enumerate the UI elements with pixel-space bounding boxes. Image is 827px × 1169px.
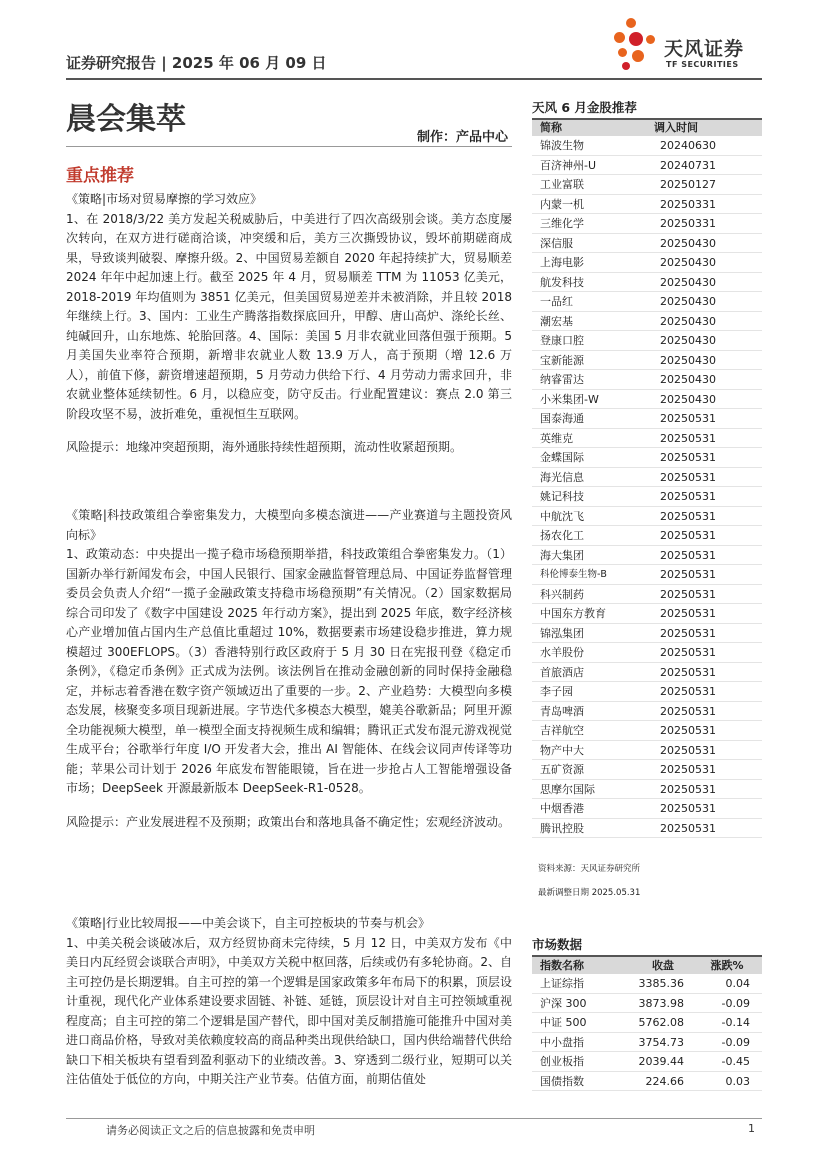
stock-name: 吉祥航空 xyxy=(540,724,584,737)
index-name: 中小盘指 xyxy=(540,1035,584,1049)
table-row xyxy=(532,507,762,527)
stock-date: 20250430 xyxy=(660,314,716,328)
table-row xyxy=(532,331,762,351)
logo-chinese-name: 天风证券 xyxy=(664,38,745,60)
stock-name: 航发科技 xyxy=(540,275,584,289)
page-title: 晨会集萃 xyxy=(66,102,186,137)
stock-date: 20250430 xyxy=(660,392,716,406)
stock-name: 李子园 xyxy=(540,685,573,698)
index-close: 3873.98 xyxy=(638,996,684,1010)
stock-name: 中国东方教育 xyxy=(540,607,606,620)
col-index-name-header: 指数名称 xyxy=(540,959,584,972)
index-change: -0.45 xyxy=(721,1055,750,1068)
table-row xyxy=(532,974,762,994)
article-1 xyxy=(66,190,512,458)
stock-name: 中烟香港 xyxy=(540,802,584,815)
article-1-risk: 风险提示：地缘冲突超预期，海外通胀持续性超预期，流动性收紧超预期。 xyxy=(66,440,463,454)
col-change-header: 涨跌% xyxy=(710,959,744,972)
index-close: 5762.08 xyxy=(638,1016,684,1029)
stock-date: 20250531 xyxy=(660,470,716,484)
index-close: 2039.44 xyxy=(638,1055,684,1068)
article-2-title[interactable]: 《策略|科技政策组合拳密集发力，大模型向多模态演进——产业赛道与主题投资风向标》 xyxy=(66,508,512,542)
stock-name: 科伦博泰生物-B xyxy=(540,569,607,580)
stock-name: 中航沈飞 xyxy=(540,509,584,523)
article-1-title[interactable]: 《策略|市场对贸易摩擦的学习效应》 xyxy=(66,192,263,206)
table-row xyxy=(532,487,762,507)
stock-date: 20250430 xyxy=(660,334,716,347)
index-change: 0.04 xyxy=(725,977,750,990)
table-row xyxy=(532,175,762,195)
table-row xyxy=(532,1072,762,1092)
table-row xyxy=(532,351,762,371)
stock-date: 20250531 xyxy=(660,431,716,445)
index-change: -0.09 xyxy=(721,996,750,1010)
stock-name: 宝新能源 xyxy=(540,353,584,367)
table-row xyxy=(532,604,762,624)
stock-name: 内蒙一机 xyxy=(540,197,584,211)
stock-name: 纳睿雷达 xyxy=(540,373,584,386)
stock-name: 首旅酒店 xyxy=(540,665,584,679)
stock-date: 20250331 xyxy=(660,197,716,211)
title-divider xyxy=(66,146,512,147)
gold-picks-rows xyxy=(532,136,762,838)
producer-label: 制作：产品中心 xyxy=(416,130,508,145)
stock-date: 20250531 xyxy=(660,451,716,464)
index-change: -0.09 xyxy=(721,1035,750,1049)
stock-date: 20250430 xyxy=(660,275,716,289)
article-1-body: 1、在 2018/3/22 美方发起关税威胁后，中美进行了四次高级别会谈。美方态度屡次转向，在双方进行磋商洽谈，冲突缓和后，美方三次撕毁协议，毁坏前期磋商成果，导致谈判破裂、摩擦升级。2、中国贸易差额自 2020 年起持续扩大，贸易顺差 2024 年年中起加速上行。截至 2025 年 4 月，贸易顺差 TTM 为 11053 亿美元，2018-2019 年均值则为 3851 亿美元，但美国贸易逆差并未被消除，并且较 2018 年继续上行。3、国内：工业生产腾落指数探底回升，甲醇、唐山高炉、涤纶长丝、纯碱回升，山东地炼、轮胎回落。4、国际：美国 5 月非农就业回落但强于预期。5 月美国失业率符合预期，新增非农就业人数 13.9 万人，高于预期（增 12.6 万人），前值下修，薪资增速超预期，5 月劳动力供给下行、4 月劳动力需求回升，非农就业整体延续韧性。6 月，以稳应变，防守反击。行业配置建议：赛点 2.0 第三阶段攻坚不易，波折难免，重视恒生互联网。 xyxy=(66,211,512,421)
stock-date: 20240630 xyxy=(660,139,716,152)
col-close-header: 收盘 xyxy=(652,959,674,972)
gold-picks-source: 资料来源：天风证券研究所 xyxy=(538,864,641,874)
report-date-line: 证券研究报告 | 2025 年 06 月 09 日 xyxy=(66,54,327,72)
section-title-key-picks: 重点推荐 xyxy=(66,166,134,186)
table-row xyxy=(532,429,762,449)
table-row xyxy=(532,994,762,1014)
stock-date: 20250531 xyxy=(660,509,716,523)
table-row xyxy=(532,585,762,605)
stock-date: 20250531 xyxy=(660,607,716,620)
company-logo xyxy=(612,18,762,74)
stock-date: 20250531 xyxy=(660,548,716,562)
stock-name: 小米集团-W xyxy=(540,392,599,406)
col-date-header: 调入时间 xyxy=(654,121,698,134)
gold-picks-header xyxy=(532,120,762,136)
stock-name: 腾讯控股 xyxy=(540,821,584,835)
stock-name: 国泰海通 xyxy=(540,412,584,425)
article-2-risk: 风险提示：产业发展进程不及预期；政策出台和落地具备不确定性；宏观经济波动。 xyxy=(66,814,511,829)
stock-date: 20240731 xyxy=(660,158,716,172)
index-name: 创业板指 xyxy=(540,1055,584,1068)
stock-date: 20250531 xyxy=(660,665,716,679)
stock-date: 20250531 xyxy=(660,412,716,425)
table-row xyxy=(532,136,762,156)
table-row xyxy=(532,468,762,488)
table-row xyxy=(532,702,762,722)
stock-date: 20250531 xyxy=(660,743,716,757)
table-row xyxy=(532,292,762,312)
stock-name: 青岛啤酒 xyxy=(540,704,584,718)
table-row xyxy=(532,799,762,819)
index-close: 3385.36 xyxy=(638,977,684,990)
table-row xyxy=(532,390,762,410)
table-row xyxy=(532,546,762,566)
table-row xyxy=(532,253,762,273)
index-close: 224.66 xyxy=(645,1074,684,1088)
index-name: 上证综指 xyxy=(540,977,584,990)
stock-name: 水羊股份 xyxy=(540,646,584,659)
index-name: 国债指数 xyxy=(540,1074,584,1088)
stock-name: 物产中大 xyxy=(540,743,584,757)
stock-date: 20250531 xyxy=(660,724,716,737)
stock-name: 百济神州-U xyxy=(540,158,597,172)
stock-date: 20250430 xyxy=(660,373,716,386)
stock-date: 20250531 xyxy=(660,490,716,503)
article-3 xyxy=(66,914,512,1090)
article-2 xyxy=(66,506,512,832)
stock-name: 一品红 xyxy=(540,295,573,308)
market-data-panel xyxy=(532,935,762,1091)
stock-date: 20250531 xyxy=(660,802,716,815)
stock-date: 20250531 xyxy=(660,529,716,542)
table-row xyxy=(532,565,762,585)
table-row xyxy=(532,448,762,468)
stock-date: 20250531 xyxy=(660,704,716,718)
gold-picks-updated: 最新调整日期 2025.05.31 xyxy=(538,888,641,898)
table-row xyxy=(532,721,762,741)
index-change: 0.03 xyxy=(725,1074,750,1088)
table-row xyxy=(532,760,762,780)
table-row xyxy=(532,526,762,546)
footer-divider xyxy=(66,1118,762,1119)
stock-date: 20250430 xyxy=(660,295,716,308)
table-row xyxy=(532,1013,762,1033)
table-row xyxy=(532,624,762,644)
stock-date: 20250531 xyxy=(660,782,716,796)
table-row xyxy=(532,741,762,761)
table-row xyxy=(532,273,762,293)
stock-name: 金蝶国际 xyxy=(540,451,584,464)
stock-name: 工业富联 xyxy=(540,178,584,191)
index-name: 沪深 300 xyxy=(540,996,587,1010)
table-row xyxy=(532,312,762,332)
table-row xyxy=(532,1052,762,1072)
index-name: 中证 500 xyxy=(540,1016,587,1029)
header-divider xyxy=(66,78,762,80)
table-row xyxy=(532,234,762,254)
stock-name: 姚记科技 xyxy=(540,490,584,503)
stock-date: 20250127 xyxy=(660,178,716,191)
table-row xyxy=(532,214,762,234)
stock-name: 海大集团 xyxy=(540,548,584,562)
article-2-body: 1、政策动态：中央提出一揽子稳市场稳预期举措，科技政策组合拳密集发力。（1）国新办举行新闻发布会，中国人民银行、国家金融监督管理总局、中国证券监督管理委员会负责人介绍“一揽子金融政策支持稳市场稳预期”有关情况。（2）国家数据局综合司印发了《数字中国建设 2025 年行动方案》，提出到 2025 年底，数字经济核心产业增加值占国内生产总值比重超过 10%，数据要素市场建设稳步推进，算力规模超过 300EFLOPS。（3）香港特别行政区政府于 5 月 30 日在宪报刊登《稳定币条例》，《稳定币条例》正式成为法例。该法例旨在推动金融创新的同时保持金融稳定，并标志着香港在数字资产领域迈出了重要的一步。2、产业趋势：大模型向多模态发展，核聚变多项目现新进展。字节迭代多模态大模型，媲美谷歌新品；阿里开源全功能视频大模型，单一模型全面支持视频生成和编辑；腾讯正式发布混元游戏视觉生成平台；谷歌举行年度 I/O 开发者大会，推出 AI 智能体、在线会议同声传译等功能；苹果公司计划于 2026 年底发布智能眼镜，旨在进一步抢占人工智能增强设备市场；DeepSeek 开源最新版本 DeepSeek-R1-0528。 xyxy=(66,547,512,795)
table-row xyxy=(532,780,762,800)
stock-date: 20250531 xyxy=(660,587,716,601)
stock-date: 20250531 xyxy=(660,685,716,698)
table-row xyxy=(532,643,762,663)
market-data-header xyxy=(532,957,762,974)
table-row xyxy=(532,370,762,390)
stock-date: 20250430 xyxy=(660,256,716,269)
stock-date: 20250531 xyxy=(660,821,716,835)
col-name-header: 简称 xyxy=(540,121,562,134)
gold-picks-panel xyxy=(532,98,762,838)
table-row xyxy=(532,195,762,215)
stock-name: 思摩尔国际 xyxy=(540,782,595,796)
stock-name: 英维克 xyxy=(540,431,573,445)
article-3-title[interactable]: 《策略|行业比较周报——中美会谈下，自主可控板块的节奏与机会》 xyxy=(66,916,431,930)
stock-date: 20250531 xyxy=(660,568,716,581)
table-row xyxy=(532,156,762,176)
stock-name: 深信服 xyxy=(540,236,573,250)
article-3-body: 1、中美关税会谈破冰后，双方经贸协商未完待续，5 月 12 日，中美双方发布《中美日内瓦经贸会谈联合声明》，中美双方关税中枢回落，后续或仍有多轮协商。2、自主可控仍是长期逻辑。自主可控的第一个逻辑是国家政策多年布局下的积累，顶层设计重视，现代化产业体系建设要求固链、补链、延链，顶层设计对自主可控领域重视程度高；自主可控的第二个逻辑是国产替代，即中国对美反制措施可能推升中国对美进口商品价格，导致对美依赖度较高的商品种类出现供给缺口，国内供给端替代供给缺口下相关板块有望看到盈利驱动下的业绩改善。3、穿透到二级行业，短期可以关注估值处于低位的方向，中期关注产业节奏。估值方面，前期估值处 xyxy=(66,935,512,1086)
table-row xyxy=(532,1033,762,1053)
index-change: -0.14 xyxy=(721,1016,750,1029)
gold-picks-title: 天风 6 月金股推荐 xyxy=(532,100,637,115)
logo-english-name: TF SECURITIES xyxy=(666,60,739,69)
footer-disclaimer[interactable]: 请务必阅读正文之后的信息披露和免责申明 xyxy=(106,1124,315,1137)
table-row xyxy=(532,819,762,839)
stock-name: 科兴制药 xyxy=(540,587,584,601)
stock-date: 20250531 xyxy=(660,626,716,640)
market-data-rows xyxy=(532,974,762,1091)
page-number: 1 xyxy=(748,1122,755,1135)
index-close: 3754.73 xyxy=(638,1035,684,1049)
market-data-title: 市场数据 xyxy=(532,937,583,952)
logo-dots-icon xyxy=(612,18,662,74)
stock-name: 锦波生物 xyxy=(540,139,584,152)
stock-date: 20250531 xyxy=(660,646,716,659)
stock-name: 上海电影 xyxy=(540,256,584,269)
stock-name: 登康口腔 xyxy=(540,334,584,347)
stock-date: 20250331 xyxy=(660,217,716,230)
stock-name: 五矿资源 xyxy=(540,763,584,776)
stock-name: 海光信息 xyxy=(540,470,584,484)
stock-date: 20250531 xyxy=(660,763,716,776)
stock-name: 扬农化工 xyxy=(540,529,584,542)
stock-name: 三维化学 xyxy=(540,217,584,230)
table-row xyxy=(532,682,762,702)
table-row xyxy=(532,663,762,683)
stock-name: 潮宏基 xyxy=(540,314,573,328)
stock-date: 20250430 xyxy=(660,236,716,250)
table-row xyxy=(532,409,762,429)
stock-name: 锦泓集团 xyxy=(540,626,584,640)
stock-date: 20250430 xyxy=(660,353,716,367)
